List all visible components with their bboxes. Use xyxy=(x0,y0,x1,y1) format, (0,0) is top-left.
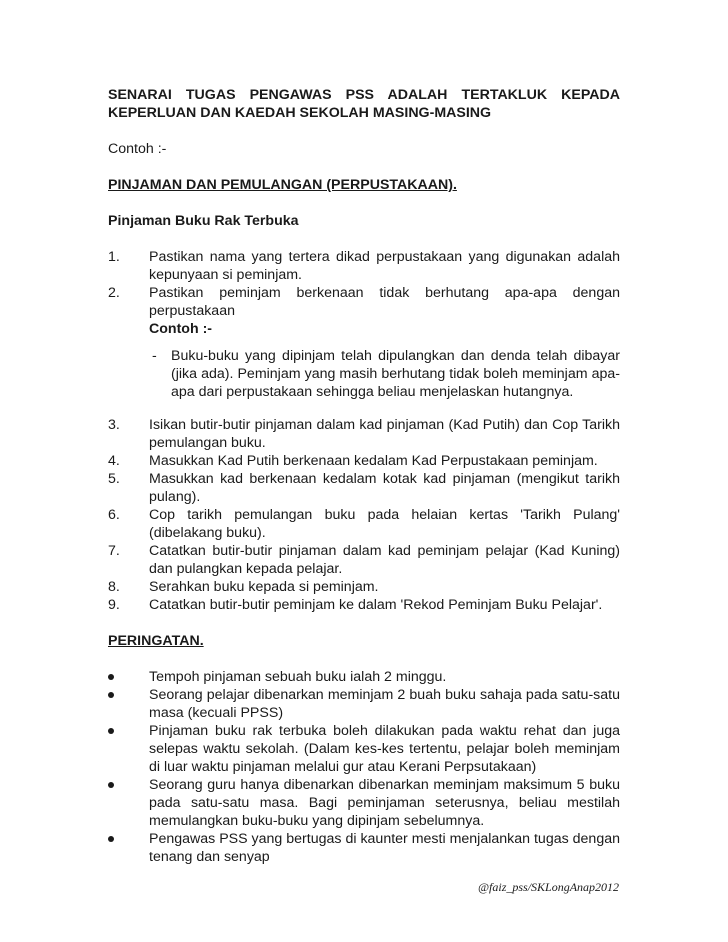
reminder-text: Seorang pelajar dibenarkan meminjam 2 buah buku sahaja pada satu-satu masa (kecuali PPSS) xyxy=(149,687,620,721)
step-text: Masukkan Kad Putih berkenaan kedalam Kad Perpustakaan peminjam. xyxy=(149,453,598,469)
inner-example-label: Contoh :- xyxy=(149,321,213,337)
dash-marker: - xyxy=(152,348,157,364)
step-number: 6. xyxy=(108,507,120,523)
step-text: Catatkan butir-butir pinjaman dalam kad peminjam pelajar (Kad Kuning) dan pulangkan kepada pelajar. xyxy=(149,543,620,577)
step-text: Catatkan butir-butir peminjam ke dalam 'Rekod Peminjam Buku Pelajar'. xyxy=(149,597,603,613)
step-text: Masukkan kad berkenaan kedalam kotak kad pinjaman (mengikut tarikh pulang). xyxy=(149,471,620,505)
step-number: 9. xyxy=(108,597,120,613)
subsection-title: Pinjaman Buku Rak Terbuka xyxy=(108,213,299,229)
bullet-icon xyxy=(107,830,117,840)
heading-line-1: SENARAI TUGAS PENGAWAS PSS ADALAH TERTAKLUK KEPADA xyxy=(108,87,620,103)
example-label: Contoh :- xyxy=(108,141,167,157)
bullet-icon xyxy=(107,776,117,786)
section-title: PINJAMAN DAN PEMULANGAN (PERPUSTAKAAN). xyxy=(108,177,457,193)
step-number: 3. xyxy=(108,417,120,433)
bullet-icon xyxy=(107,686,117,696)
reminder-text: Tempoh pinjaman sebuah buku ialah 2 minggu. xyxy=(149,669,447,685)
step-number: 2. xyxy=(108,285,120,301)
step-number: 5. xyxy=(108,471,120,487)
step-number: 1. xyxy=(108,249,120,265)
inner-example-text: Buku-buku yang dipinjam telah dipulangkan dan denda telah dibayar (jika ada). Peminjam yang masih berhutang tidak boleh meminjam apa-apa dari perpustakaan sehingga beliau menjelaskan hutangnya. xyxy=(171,348,620,400)
step-text: Isikan butir-butir pinjaman dalam kad pinjaman (Kad Putih) dan Cop Tarikh pemulangan buku. xyxy=(149,417,620,451)
reminder-text: Pengawas PSS yang bertugas di kaunter mesti menjalankan tugas dengan tenang dan senyap xyxy=(149,831,620,865)
bullet-icon xyxy=(107,668,117,678)
step-number: 7. xyxy=(108,543,120,559)
footer-credit: @faiz_pss/SKLongAnap2012 xyxy=(478,880,620,894)
reminder-text: Seorang guru hanya dibenarkan dibenarkan meminjam maksimum 5 buku pada satu-satu masa. Bagi peminjaman seterusnya, beliau mestilah memulangkan buku-buku yang dipinjam sebelumnya. xyxy=(149,777,620,829)
step-text: Pastikan peminjam berkenaan tidak berhutang apa-apa dengan perpustakaan xyxy=(149,285,620,319)
step-text: Cop tarikh pemulangan buku pada helaian kertas 'Tarikh Pulang' (dibelakang buku). xyxy=(149,507,620,541)
step-number: 8. xyxy=(108,579,120,595)
heading-line-2: KEPERLUAN DAN KAEDAH SEKOLAH MASING-MASING xyxy=(108,105,492,121)
reminder-text: Pinjaman buku rak terbuka boleh dilakukan pada waktu rehat dan juga selepas waktu sekolah. (Dalam kes-kes tertentu, pelajar boleh meminjam di luar waktu pinjaman melalui gur atau Kerani Perpsutakaan) xyxy=(149,723,620,775)
step-text: Serahkan buku kepada si peminjam. xyxy=(149,579,379,595)
reminder-title: PERINGATAN. xyxy=(108,633,204,649)
bullet-icon xyxy=(107,722,117,732)
step-text: Pastikan nama yang tertera dikad perpustakaan yang digunakan adalah kepunyaan si peminjam. xyxy=(149,249,620,283)
step-number: 4. xyxy=(108,453,120,469)
